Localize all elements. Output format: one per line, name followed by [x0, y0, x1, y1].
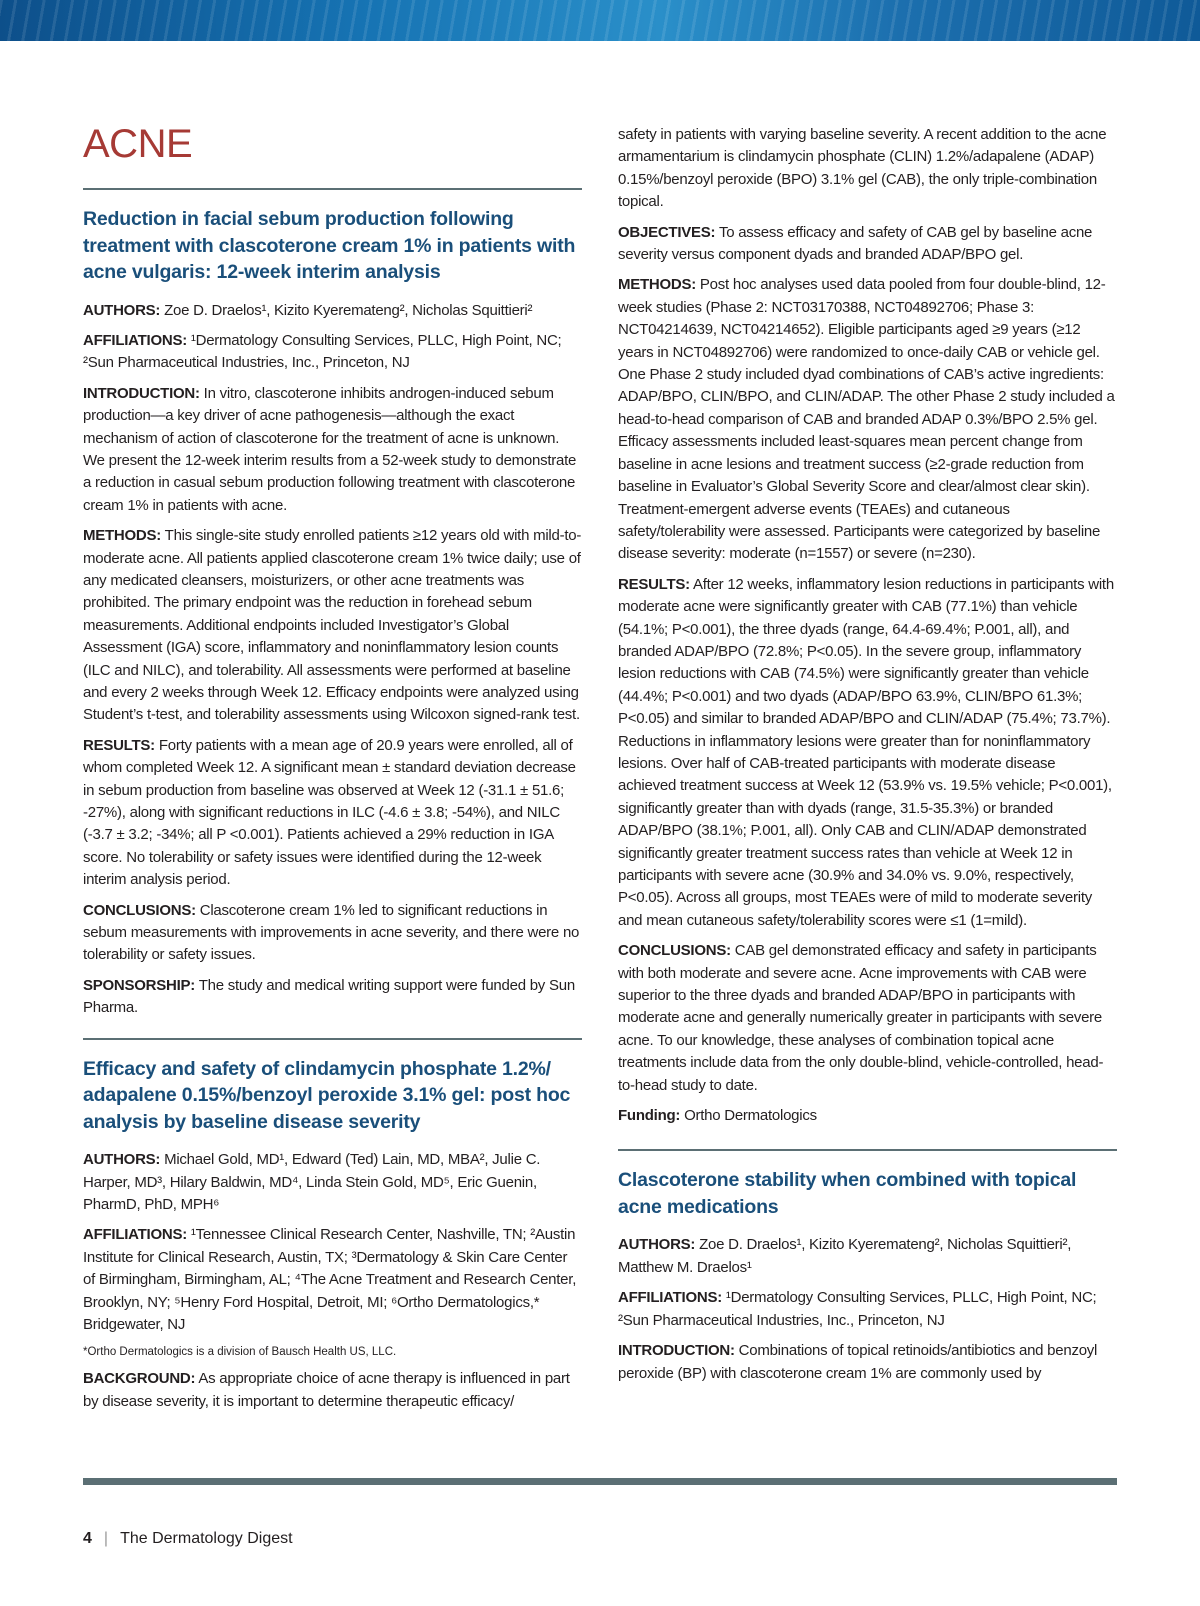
article-2 — [83, 1056, 582, 1414]
objectives-text: To assess efficacy and safety of CAB gel by baseline acne severity versus component dyads and branded ADAP/BPO gel. — [618, 223, 1093, 264]
article-1-results — [83, 735, 582, 892]
authors-text: Zoe D. Draelos¹, Kizito Kyeremateng², Nicholas Squittieri², Matthew M. Draelos¹ — [618, 1236, 1072, 1276]
authors-text: Michael Gold, MD¹, Edward (Ted) Lain, MD, MBA², Julie C. Harper, MD³, Hilary Baldwin, MD⁴, Linda Stein Gold, MD⁵, Eric Guenin, PharmD, PhD, MPH⁶ — [83, 1151, 541, 1213]
ocean-header-banner — [0, 0, 1200, 41]
footer-separator: | — [103, 1530, 109, 1547]
sponsorship-text: The study and medical writing support were funded by Sun Pharma. — [83, 976, 575, 1017]
label-funding: Funding: — [618, 1107, 681, 1125]
article-2-results — [618, 574, 1117, 933]
funding-text: Ortho Dermatologics — [684, 1107, 817, 1125]
label-affiliations: AFFILIATIONS: — [83, 1226, 187, 1244]
label-authors: AUTHORS: — [83, 301, 161, 319]
article-3 — [618, 1167, 1117, 1384]
label-affiliations: AFFILIATIONS: — [618, 1289, 722, 1307]
introduction-text: In vitro, clascoterone inhibits androgen-induced sebum production—a key driver of acne pathogenesis—although the exact mechanism of action of clascoterone for the treatment of acne is unknown. We present the 12-week interim results from a 52-week study to demonstrate a reduction in casual sebum production following treatment with clascoterone cream 1% in patients with acne. — [83, 384, 577, 514]
authors-text: Zoe D. Draelos¹, Kizito Kyeremateng², Nicholas Squittieri² — [164, 301, 533, 319]
page-footer — [83, 1530, 293, 1548]
divider — [618, 1149, 1117, 1151]
article-3-affiliations — [618, 1287, 1117, 1332]
affiliations-text: ¹Tennessee Clinical Research Center, Nashville, TN; ²Austin Institute for Clinical Research, Austin, TX; ³Dermatology & Skin Care Center of Birmingham, Birmingham, AL; ⁴The Acne Treatment and Research Center, Brooklyn, NY; ⁵Henry Ford Hospital, Detroit, MI; ⁶Ortho Dermatologics,* Bridgewater, NJ — [83, 1226, 577, 1334]
article-1-authors — [83, 300, 582, 322]
article-1 — [83, 206, 582, 1020]
label-conclusions: CONCLUSIONS: — [618, 942, 731, 960]
publication-name: The Dermatology Digest — [120, 1530, 293, 1547]
article-1-introduction — [83, 383, 582, 517]
label-methods: METHODS: — [83, 527, 161, 545]
article-3-authors — [618, 1234, 1117, 1279]
results-text: Forty patients with a mean age of 20.9 years were enrolled, all of whom completed Week 12. A significant mean ± standard deviation decrease in sebum production from baseline was observed at Week 12 (-31.1 ± 51.6; -27%), along with significant reductions in ILC (-4.6 ± 3.8; -54%), and NILC (-3.7 ± 3.2; -34%; all P <0.001). Patients achieved a 29% reduction in IGA score. No tolerability or safety issues were identified during the 12-week interim analysis period. — [83, 736, 576, 889]
article-1-sponsorship — [83, 975, 582, 1020]
label-objectives: OBJECTIVES: — [618, 223, 716, 241]
results-text: After 12 weeks, inflammatory lesion reductions in participants with moderate acne were significantly greater with CAB (77.1%) than vehicle (54.1%; P<0.001), the three dyads (range, 64.4-69.4%; P.001, all), and branded ADAP/BPO (72.8%; P<0.05). In the severe group, inflammatory lesion reductions with CAB (74.5%) were significantly greater than vehicle (44.4%; P<0.001) and two dyads (ADAP/BPO 63.9%, CLIN/BPO 61.3%; P<0.05) and similar to branded ADAP/BPO and CLIN/ADAP (75.4%; 73.7%). Reductions in inflammatory lesions were greater than for noninflammatory lesions. Over half of CAB-treated participants with moderate disease achieved treatment success at Week 12 (53.9% vs. 19.5% vehicle; P<0.001), significantly greater than with dyads (range, 31.5-35.3%) or branded ADAP/BPO (38.1%; P.001, all). Only CAB and CLIN/ADAP demonstrated significantly greater treatment success rates than vehicle at Week 12 in participants with severe acne (30.9% and 34.0% vs. 9.0%, respectively, P<0.05). Across all groups, most TEAEs were of mild to moderate severity and mean cutaneous safety/tolerability scores were ≤1 (1=mild). — [618, 575, 1114, 929]
methods-text: Post hoc analyses used data pooled from four double-blind, 12-week studies (Phase 2: NCT03170388, NCT04892706; Phase 3: NCT04214639, NCT04214652). Eligible participants aged ≥9 years (≥12 years in NCT04892706) were randomized to once-daily CAB or vehicle gel. One Phase 2 study included dyad combinations of CAB’s active ingredients: ADAP/BPO, CLIN/BPO, and CLIN/ADAP. The other Phase 2 study included a head-to-head comparison of CAB and branded ADAP 0.3%/BPO 2.5% gel. Efficacy assessments included least-squares mean percent change from baseline in acne lesions and treatment success (≥2-grade reduction from baseline in Evaluator’s Global Severity Score and clear/almost clear skin). Treatment-emergent adverse events (TEAEs) and cutaneous safety/tolerability were assessed. Participants were categorized by baseline disease severity: moderate (n=1557) or severe (n=230). — [618, 276, 1115, 563]
methods-text: This single-site study enrolled patients ≥12 years old with mild-to-moderate acne. All patients applied clascoterone cream 1% twice daily; use of any medicated cleansers, moisturizers, or other acne treatments was prohibited. The primary endpoint was the reduction in forehead sebum measurements. Additional endpoints included Investigator’s Global Assessment (IGA) score, inflammatory and noninflammatory lesion counts (ILC and NILC), and tolerability. All assessments were performed at baseline and every 2 weeks through Week 12. Efficacy endpoints were analyzed using Student’s t-test, and tolerability assessments using Wilcoxon signed-rank test. — [83, 527, 582, 724]
label-affiliations: AFFILIATIONS: — [83, 331, 187, 349]
article-2-title: Efficacy and safety of clindamycin phosphate 1.2%/ adapalene 0.15%/benzoyl peroxide 3.1% gel: post hoc analysis by baseline disease severity — [83, 1057, 571, 1133]
label-authors: AUTHORS: — [83, 1151, 161, 1169]
article-1-conclusions — [83, 900, 582, 967]
left-column — [83, 118, 582, 1421]
divider — [83, 188, 582, 190]
article-3-title: Clascoterone stability when combined with topical acne medications — [618, 1169, 1077, 1218]
article-1-title: Reduction in facial sebum production following treatment with clascoterone cream 1% in patients with acne vulgaris: 12-week interim analysis — [83, 208, 576, 283]
article-2-methods — [618, 274, 1117, 565]
article-1-methods — [83, 525, 582, 727]
introduction-text: Combinations of topical retinoids/antibiotics and benzoyl peroxide (BP) with clascoterone cream 1% are commonly used by — [618, 1342, 1098, 1382]
label-methods: METHODS: — [618, 276, 696, 294]
page-number: 4 — [83, 1530, 92, 1547]
conclusions-text: Clascoterone cream 1% led to significant reductions in sebum measurements with improvements in acne severity, and there were no tolerability or safety issues. — [83, 901, 580, 964]
article-2-background — [83, 1368, 582, 1413]
article-1-affiliations — [83, 330, 582, 375]
article-3-introduction — [618, 1340, 1117, 1385]
background-text: As appropriate choice of acne therapy is influenced in part by disease severity, it is important to determine therapeutic efficacy/ — [83, 1370, 570, 1410]
affiliations-text: ¹Dermatology Consulting Services, PLLC, High Point, NC; ²Sun Pharmaceutical Industries, Inc., Princeton, NJ — [618, 1289, 1097, 1329]
right-column — [618, 124, 1117, 1393]
article-2-background-continued: safety in patients with varying baseline severity. A recent addition to the acne armamentarium is clindamycin phosphate (CLIN) 1.2%/adapalene (ADAP) 0.15%/benzoyl peroxide (BPO) 3.1% gel (CAB), the only triple-combination topical. — [618, 126, 1107, 211]
article-2-objectives — [618, 222, 1117, 267]
label-introduction: INTRODUCTION: — [83, 384, 200, 402]
article-2-authors — [83, 1149, 582, 1216]
affiliations-text: ¹Dermatology Consulting Services, PLLC, High Point, NC; ²Sun Pharmaceutical Industries, Inc., Princeton, NJ — [83, 331, 562, 372]
label-authors: AUTHORS: — [618, 1236, 696, 1254]
section-title: ACNE — [83, 122, 193, 166]
article-2-funding — [618, 1105, 1117, 1127]
article-2-footnote: *Ortho Dermatologics is a division of Bausch Health US, LLC. — [83, 1346, 397, 1359]
divider — [83, 1038, 582, 1040]
label-results: RESULTS: — [83, 736, 155, 754]
footer-rule — [83, 1478, 1117, 1485]
label-background: BACKGROUND: — [83, 1370, 196, 1388]
label-sponsorship: SPONSORSHIP: — [83, 976, 196, 994]
label-results: RESULTS: — [618, 575, 690, 593]
label-introduction: INTRODUCTION: — [618, 1342, 735, 1360]
conclusions-text: CAB gel demonstrated efficacy and safety in participants with both moderate and severe acne. Acne improvements with CAB were superior to the three dyads and branded ADAP/BPO in participants with moderate acne and generally numerically greater in participants with severe acne. To our knowledge, these analyses of combination topical acne treatments include data from the only double-blind, vehicle-controlled, head-to-head study to date. — [618, 942, 1104, 1094]
article-2-affiliations — [83, 1224, 582, 1336]
article-2-conclusions — [618, 940, 1117, 1097]
label-conclusions: CONCLUSIONS: — [83, 901, 196, 919]
